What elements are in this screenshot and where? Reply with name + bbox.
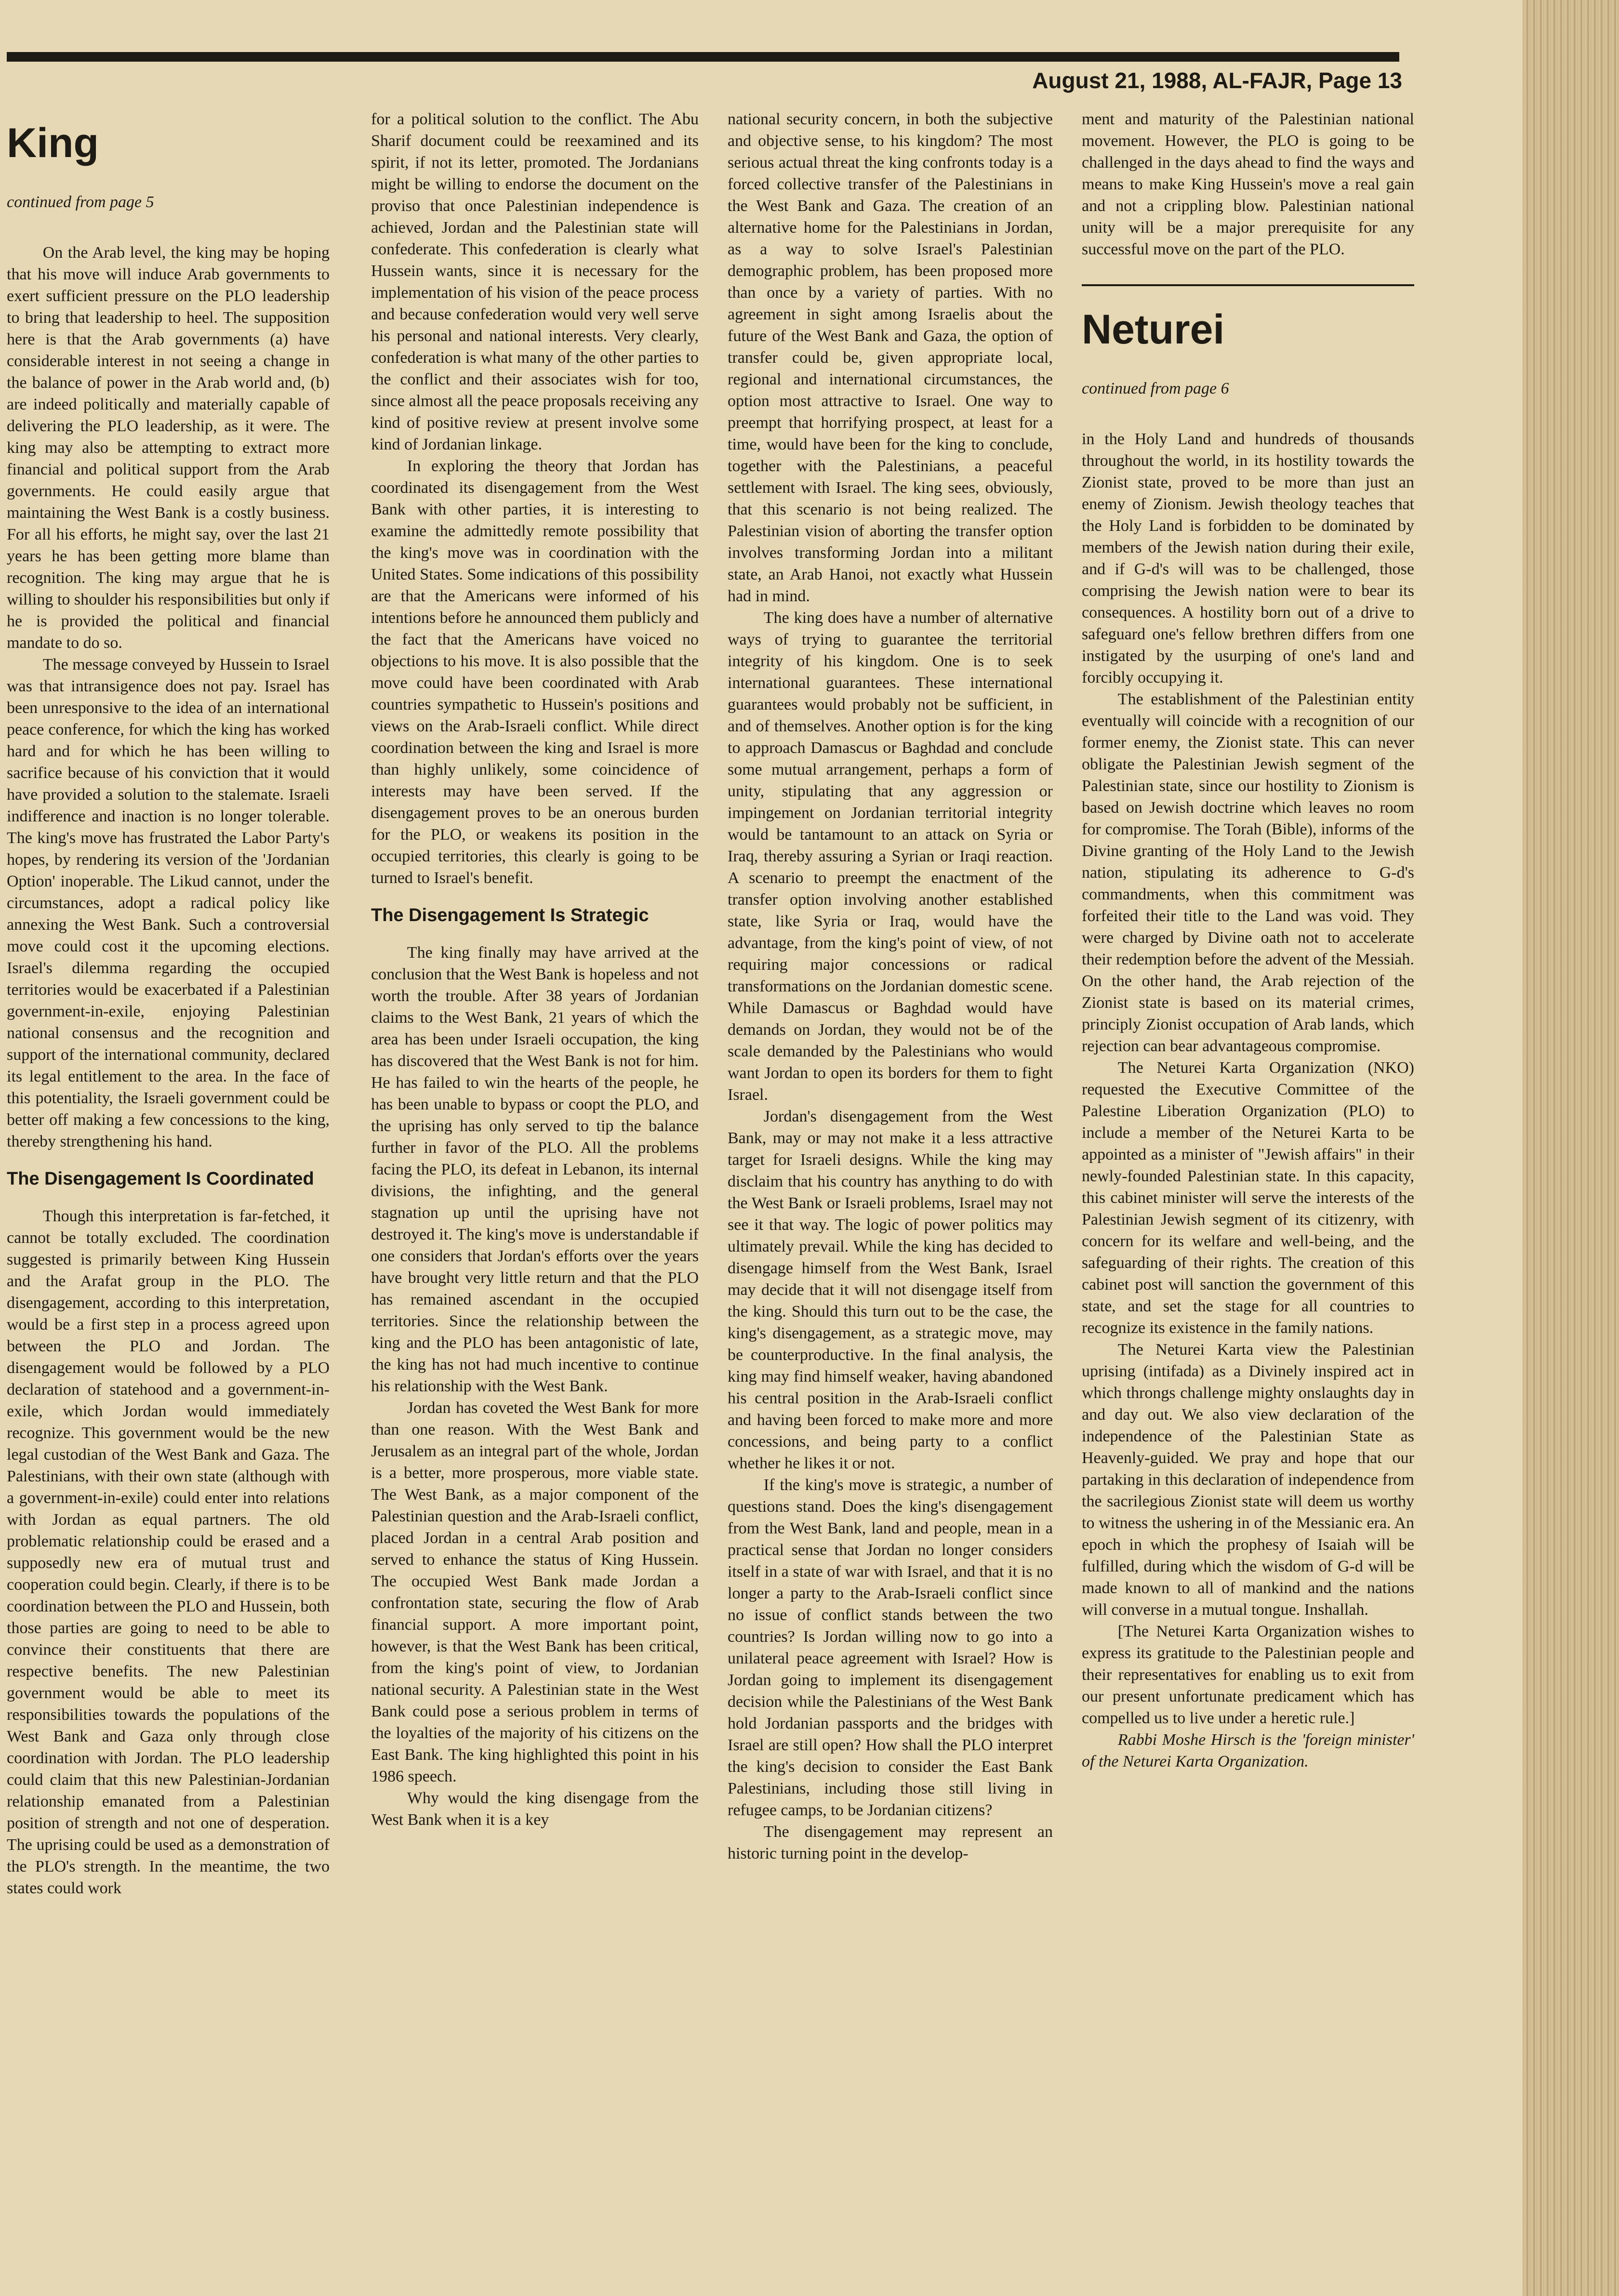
article-paragraph: in the Holy Land and hundreds of thousands throughout the world, in its hostility towards the Zionist state, proved to be more than just an enemy of Zionism. Jewish theology teaches that the Holy Land is forbidden to be dominated by members of the Jewish nation during their exile, and if G-d's will was to be challenged, those comprising the Jewish nation were to bear its consequences. A hostility born out of a drive to safeguard one's fellow brethren differs from one instigated by the usurping of one's land and forcibly occupying it. (1082, 430, 1414, 686)
article-paragraph: On the Arab level, the king may be hoping that his move will induce Arab governments to exert sufficient pressure on the PLO leadership to bring that leadership to heel. The supposition here is that the Arab governments (a) have considerable interest in not seeing a change in the balance of power in the Arab world and, (b) are indeed politically and materially capable of delivering the PLO leadership, as it were. The king may also be attempting to extract more financial and political support from the Arab governments. He could easily argue that maintaining the West Bank is a costly business. For all his efforts, he might say, over the last 21 years he has been getting more blame than recognition. The king may argue that he is willing to shoulder his responsibilities but only if he is provided the political and financial mandate to do so. (7, 244, 330, 652)
article-paragraph: for a political solution to the conflict. The Abu Sharif document could be reexamined and its spirit, if not its letter, promoted. The Jordanians might be willing to endorse the document on the proviso that once Palestinian independence is achieved, Jordan and the Palestinian state will confederate. This confederation is clearly what Hussein wants, since it is necessary for the implementation of his vision of the peace process and because confederation would very well serve his personal and national interests. Very clearly, confederation is what many of the other parties to the conflict and their associates wish for too, since almost all the peace proposals receiving any kind of positive review at present involve some kind of Jordanian linkage. (371, 110, 699, 453)
volume-binding (1523, 0, 1619, 2296)
author-byline: Rabbi Moshe Hirsch is the 'foreign minister' of the Neturei Karta Organization. (1082, 1731, 1414, 1770)
article-paragraph: [The Neturei Karta Organization wishes to express its gratitude to the Palestinian people and their representatives for enabling us to exit from our present unfortunate predicament which has compelled us to live under a heretic rule.] (1082, 1623, 1414, 1727)
article-paragraph: Why would the king disengage from the West Bank when it is a key (371, 1789, 699, 1829)
article-paragraph: The king finally may have arrived at the conclusion that the West Bank is hopeless and not worth the trouble. After 38 years of Jordanian claims to the West Bank, 21 years of which the area has been under Israeli occupation, the king has discovered that the West Bank is not for him. He has failed to win the hearts of the people, he has been unable to bypass or coopt the PLO, and the uprising has only served to tip the balance further in favor of the PLO. All the problems facing the PLO, its defeat in Lebanon, its internal divisions, the infighting, and the general stagnation up until the uprising have not destroyed it. The king's move is understandable if one considers that Jordan's efforts over the years have brought very little return and that the PLO has remained ascendant in the occupied territories. Since the relationship between the king and the PLO has been antagonistic of late, the king has not had much incentive to continue his relationship with the West Bank. (371, 944, 699, 1395)
subhead-coordinated: The Disengagement Is Coordinated (7, 1169, 314, 1189)
article-separator (1082, 284, 1414, 286)
article-paragraph: Jordan's disengagement from the West Bank, may or may not make it a less attractive target for Israeli designs. While the king may disclaim that his country has anything to do with the West Bank or Israeli problems, Israel may not see it that way. The logic of power politics may ultimately prevail. While the king has decided to disengage himself from the West Bank, Israel may decide that it will not disengage itself from the king. Should this turn out to be the case, the king's disengagement, as a strategic move, may be counterproductive. In the final analysis, the king may find himself weaker, having abandoned his central position in the Arab-Israeli conflict and having been forced to make more and more concessions, and being party to a conflict whether he likes it or not. (728, 1108, 1053, 1472)
column-2 (371, 108, 699, 1831)
article-paragraph: Jordan has coveted the West Bank for more than one reason. With the West Bank and Jerusalem as an integral part of the whole, Jordan is a better, more prosperous, more viable state. The West Bank, as a major component of the Palestinian question and the Arab-Israeli conflict, placed Jordan in a central Arab position and served to enhance the status of King Hussein. The occupied West Bank made Jordan a confrontation state, securing the flow of Arab financial support. A more important point, however, is that the West Bank has been critical, from the king's point of view, to Jordanian national security. A Palestinian state in the West Bank could pose a serious problem in terms of the loyalties of the majority of his citizens on the East Bank. The king highlighted this point in his 1986 speech. (371, 1399, 699, 1785)
article-paragraph: Though this interpretation is far-fetched, it cannot be totally excluded. The coordination suggested is primarily between King Hussein and the Arafat group in the PLO. The disengagement, according to this interpretation, would be a first step in a process agreed upon between the PLO and Jordan. The disengagement would be followed by a PLO declaration of statehood and a government-in-exile, which Jordan would immediately recognize. This government would be the new legal custodian of the West Bank and Gaza. The Palestinians, with their own state (although with a government-in-exile) could enter into relations with Jordan as equal partners. The old problematic relationship could be erased and a supposedly new era of mutual trust and cooperation could begin. Clearly, if there is to be coordination between the PLO and Hussein, both those parties are going to need to be able to convince their constituents that there are respective benefits. The new Palestinian government would be able to meet its responsibilities towards the populations of the West Bank and Gaza only through close coordination with Jordan. The PLO leadership could claim that this new Palestinian-Jordanian relationship emanated from a Palestinian position of strength and not one of desperation. The uprising could be used as a demonstration of the PLO's strength. In the meantime, the two states could work (7, 1207, 330, 1897)
top-rule (7, 52, 1399, 62)
headline-king: King (7, 120, 99, 166)
article-paragraph: If the king's move is strategic, a number of questions stand. Does the king's disengagement from the West Bank, land and people, mean in a practical sense that Jordan no longer considers itself in a state of war with Israel, and that it is no longer a party to the Arab-Israeli conflict since no issue of conflict stands between the two countries? Is Jordan willing now to go into a unilateral peace agreement with Israel? How is Jordan going to implement its disengagement decision while the Palestinians of the West Bank hold Jordanian passports and the bridges with Israel are still open? How shall the PLO interpret the king's decision to consider the East Bank Palestinians, including those still living in refugee camps, to be Jordanian citizens? (728, 1476, 1053, 1819)
continued-from-king: continued from page 5 (7, 193, 154, 211)
column-4 (1082, 108, 1414, 1772)
subhead-strategic: The Disengagement Is Strategic (371, 905, 649, 925)
article-paragraph: ment and maturity of the Palestinian national movement. However, the PLO is going to be challenged in the days ahead to find the ways and means to make King Hussein's move a real gain and not a crippling blow. Palestinian national unity will be a major prerequisite for any successful move on the part of the PLO. (1082, 110, 1414, 258)
article-paragraph: The message conveyed by Hussein to Israel was that intransigence does not pay. Israel has been unresponsive to the idea of an international peace conference, for which the king has worked hard and for which he has been willing to sacrifice because of his conviction that it would have provided a solution to the stalemate. Israeli indifference and inaction is no longer tolerable. The king's move has frustrated the Labor Party's hopes, by rendering its version of the 'Jordanian Option' inoperable. The Likud cannot, under the circumstances, adopt a radical policy like annexing the West Bank. Such a controversial move could cost it the upcoming elections. Israel's dilemma regarding the occupied territories would be exacerbated if a Palestinian government-in-exile, enjoying Palestinian national consensus and the recognition and support of the international community, declared its legal entitlement to the area. In the face of this potentiality, the Israeli government could be better off making a few concessions to the king, thereby strengthening his hand. (7, 656, 330, 1150)
article-paragraph: The disengagement may represent an historic turning point in the develop- (728, 1823, 1053, 1862)
article-paragraph: The Neturei Karta Organization (NKO) requested the Executive Committee of the Palestine Liberation Organization (PLO) to include a member of the Neturei Karta to be appointed as a minister of "Jewish affairs" in their newly-founded Palestinian state. In this capacity, this cabinet minister will serve the interests of the Palestinian Jewish segment of its citizenry, with concern for its welfare and well-being, and the safeguarding of their rights. The creation of this cabinet post will sanction the government of this state, and set the stage for all countries to recognize its existence in the family nations. (1082, 1059, 1414, 1337)
article-paragraph: The establishment of the Palestinian entity eventually will coincide with a recognition of our former enemy, the Zionist state. This can never obligate the Palestinian Jewish segment of the Palestinian state, since our hostility to Zionism is based on Jewish doctrine which leaves no room for compromise. The Torah (Bible), informs of the Divine granting of the Holy Land to the Jewish nation, stipulating its adherence to G-d's commandments, when this commitment was forfeited their title to the Land was void. They were charged by Divine oath not to accelerate their redemption before the advent of the Messiah. On the other hand, the Arab rejection of the Zionist state is based on its material crimes, principly Zionist occupation of Arab lands, which rejection can bear advantageous compromise. (1082, 690, 1414, 1055)
article-paragraph: The Neturei Karta view the Palestinian uprising (intifada) as a Divinely inspired act in which throngs challenge mighty onslaughts day in and day out. We also view declaration of the independence of the Palestinian State as Heavenly-guided. We pray and hope that our partaking in this declaration of independence from the sacrilegious Zionist state will deem us worthy to witness the ushering in of the Messianic era. An epoch in which the prophesy of Isaiah will be fulfilled, during which the wisdom of G-d will be made known to all of mankind and the nations will converse in a mutual tongue. Inshallah. (1082, 1341, 1414, 1619)
article-paragraph: national security concern, in both the subjective and objective sense, to his kingdom? The most serious actual threat the king confronts today is a forced collective transfer of the Palestinians in the West Bank and Gaza. The creation of an alternative home for the Palestinians in Jordan, as a way to solve Israel's Palestinian demographic problem, has been proposed more than once by a variety of parties. With no agreement in sight among Israelis about the future of the West Bank and Gaza, the option of transfer could be, given appropriate local, regional and international circumstances, the option most attractive to Israel. One way to preempt that horrifying prospect, at least for a time, would have been for the king to conclude, together with the Palestinians, a peaceful settlement with Israel. The king sees, obviously, that this scenario is not being realized. The Palestinian vision of aborting the transfer option involves transforming Jordan into a militant state, an Arab Hanoi, not exactly what Hussein had in mind. (728, 110, 1053, 605)
column-1 (7, 108, 330, 1899)
article-paragraph: The king does have a number of alternative ways of trying to guarantee the territorial integrity of his kingdom. One is to seek international guarantees. These international guarantees would probably not be sufficient, in and of themselves. Another option is for the king to approach Damascus or Baghdad and conclude some mutual arrangement, perhaps a form of unity, stipulating that any aggression or impingement on Jordanian territorial integrity would be tantamount to an attack on Syria or Iraq, thereby assuring a Syrian or Iraqi reaction. A scenario to preempt the enactment of the transfer option involving another established state, like Syria or Iraq, would have the advantage, from the king's point of view, of not requiring major concessions or radical transformations on the Jordanian domestic scene. While Damascus or Baghdad would have demands on Jordan, they would not be of the scale demanded by the Palestinians who would want Jordan to open its borders for them to fight Israel. (728, 609, 1053, 1104)
continued-from-neturei: continued from page 6 (1082, 380, 1229, 397)
article-paragraph: In exploring the theory that Jordan has coordinated its disengagement from the West Bank with other parties, it is interesting to examine the admittedly remote possibility that the king's move was in coordination with the United States. Some indications of this possibility are that the Americans were informed of his intentions before he announced them publicly and the fact that the Americans have voiced no objections to his move. It is also possible that the move could have been coordinated with Arab countries sympathetic to Hussein's positions and views on the Arab-Israeli conflict. While direct coordination between the king and Israel is more than highly unlikely, some coincidence of interests may have been served. If the disengagement proves to be an onerous burden for the PLO, or weakens its position in the occupied territories, this clearly is going to be turned to Israel's benefit. (371, 457, 699, 887)
headline-neturei: Neturei (1082, 306, 1225, 353)
column-3 (728, 108, 1053, 1864)
page-folio: August 21, 1988, AL-FAJR, Page 13 (1032, 68, 1402, 93)
